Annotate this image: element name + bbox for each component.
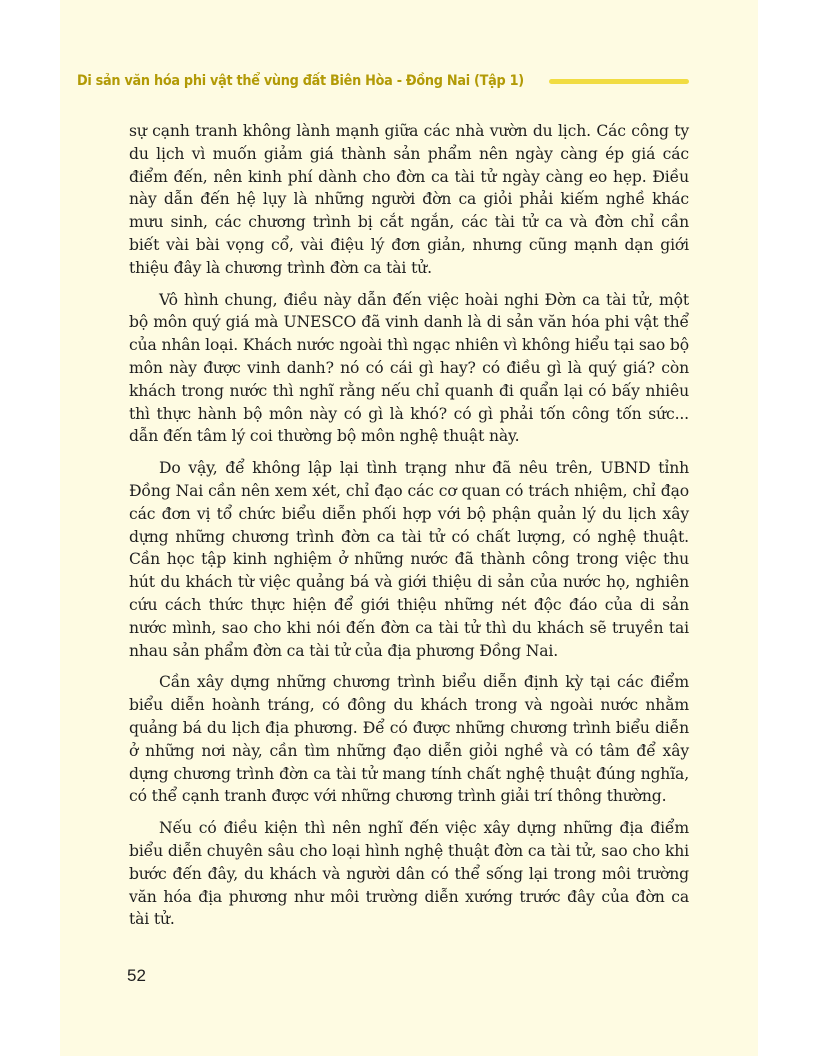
paragraph: sự cạnh tranh không lành mạnh giữa các nhà vườn du lịch. Các công ty du lịch vì muốn giảm giá thành sản phẩm nên ngày càng ép giá các điểm đến, nên kinh phí dành cho đờn ca tài tử ngày càng eo hẹp. Điều này dẫn đến hệ lụy là những người đờn ca giỏi phải kiếm nghề khác mưu sinh, các chương trình bị cắt ngắn, các tài tử ca và đờn chỉ cần biết vài bài vọng cổ, vài điệu lý đơn giản, nhưng cũng mạnh dạn giới thiệu đây là chương trình đờn ca tài tử. — [129, 122, 689, 277]
paragraph: Nếu có điều kiện thì nên nghĩ đến việc xây dựng những địa điểm biểu diễn chuyên sâu cho loại hình nghệ thuật đờn ca tài tử, sao cho khi bước đến đây, du khách và người dân có thể sống lại trong môi trường văn hóa địa phương như môi trường diễn xướng trước đây của đờn ca tài tử. — [129, 819, 689, 929]
running-header — [77, 67, 689, 95]
running-header-title: Di sản văn hóa phi vật thể vùng đất Biên Hòa - Đồng Nai (Tập 1) — [77, 73, 524, 89]
page-number: 52 — [127, 966, 146, 985]
paragraph: Vô hình chung, điều này dẫn đến việc hoài nghi Đờn ca tài tử, một bộ môn quý giá mà UNESCO đã vinh danh là di sản văn hóa phi vật thể của nhân loại. Khách nước ngoài thì ngạc nhiên vì không hiểu tại sao bộ môn này được vinh danh? nó có cái gì hay? có điều gì là quý giá? còn khách trong nước thì nghĩ rằng nếu chỉ quanh đi quẩn lại có bấy nhiêu thì thực hành bộ môn này có gì là khó? có gì phải tốn công tốn sức... dẫn đến tâm lý coi thường bộ môn nghệ thuật này. — [129, 290, 689, 446]
paragraph: Do vậy, để không lập lại tình trạng như đã nêu trên, UBND tỉnh Đồng Nai cần nên xem xét, chỉ đạo các cơ quan có trách nhiệm, chỉ đạo các đơn vị tổ chức biểu diễn phối hợp với bộ phận quản lý du lịch xây dựng những chương trình đờn ca tài tử có chất lượng, có nghệ thuật. Cần học tập kinh nghiệm ở những nước đã thành công trong việc thu hút du khách từ việc quảng bá và giới thiệu di sản của nước họ, nghiên cứu cách thức thực hiện để giới thiệu những nét độc đáo của di sản nước mình, sao cho khi nói đến đờn ca tài tử thì du khách sẽ truyền tai nhau sản phẩm đờn ca tài tử của địa phương Đồng Nai. — [129, 459, 689, 660]
body-text — [129, 120, 689, 940]
header-accent-rule — [549, 79, 689, 84]
paragraph: Cần xây dựng những chương trình biểu diễn định kỳ tại các điểm biểu diễn hoành tráng, có đông du khách trong và ngoài nước nhằm quảng bá du lịch địa phương. Để có được những chương trình biểu diễn ở những nơi này, cần tìm những đạo diễn giỏi nghề và có tâm để xây dựng chương trình đờn ca tài tử mang tính chất nghệ thuật đúng nghĩa, có thể cạnh tranh được với những chương trình giải trí thông thường. — [129, 673, 689, 806]
